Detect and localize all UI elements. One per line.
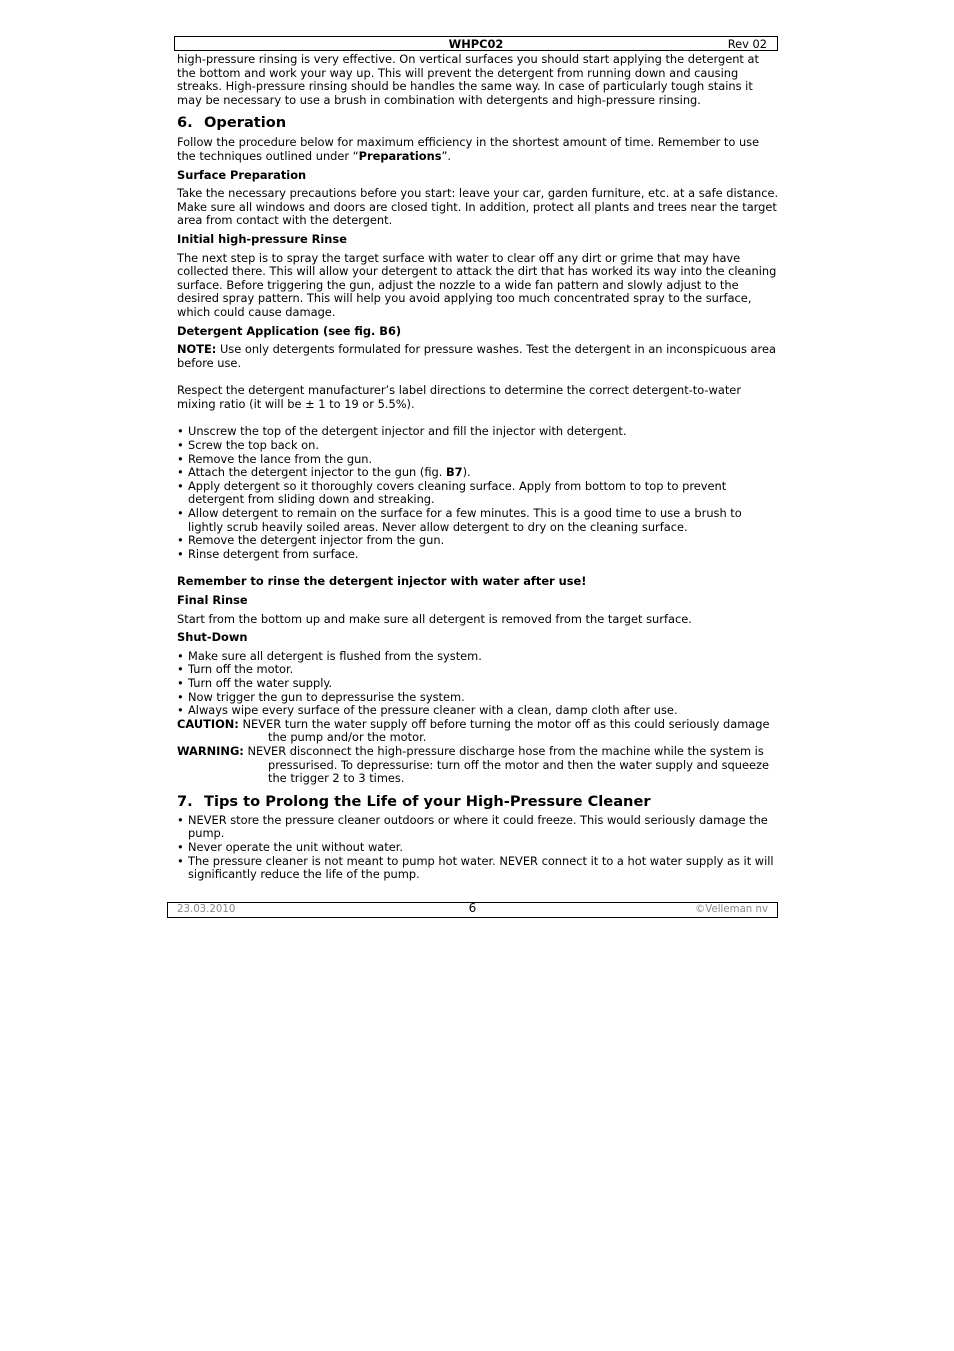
list-item: • Always wipe every surface of the pressure cleaner with a clean, damp cloth after use. bbox=[177, 704, 779, 718]
list-item: • Turn off the water supply. bbox=[177, 677, 779, 691]
section-7-number: 7. bbox=[177, 792, 193, 810]
final-rinse-heading: Final Rinse bbox=[177, 593, 248, 607]
note-label: NOTE: bbox=[177, 342, 217, 357]
list-item: • Rinse detergent from surface. bbox=[177, 548, 779, 562]
warning-label: WARNING: bbox=[177, 743, 244, 758]
detergent-steps-list bbox=[177, 425, 779, 561]
section-6-intro bbox=[177, 136, 779, 163]
section-6-intro-text: Follow the procedure below for maximum efficiency in the shortest amount of time. Remember to use the techniques outlined under “ bbox=[177, 135, 760, 163]
list-item: • Screw the top back on. bbox=[177, 439, 779, 453]
list-item: • Turn off the motor. bbox=[177, 663, 779, 677]
section-7-heading bbox=[177, 793, 779, 811]
tips-list bbox=[177, 814, 779, 882]
list-item: • Remove the lance from the gun. bbox=[177, 453, 779, 467]
list-item: • Allow detergent to remain on the surface for a few minutes. This is a good time to use a brush to lightly scrub heavily soiled areas. Never allow detergent to dry on the cleaning surface. bbox=[177, 507, 779, 534]
note-text: Use only detergents formulated for pressure washes. Test the detergent in an inconspicuous area before use. bbox=[177, 342, 776, 370]
section-6-heading bbox=[177, 114, 779, 132]
rinse-reminder: Remember to rinse the detergent injector with water after use! bbox=[177, 574, 587, 589]
revision-label: Rev 02 bbox=[727, 37, 767, 51]
warning-text-continued: pressurised. To depressurise: turn off the motor and then the water supply and squeeze the trigger 2 to 3 times. bbox=[268, 757, 769, 786]
page-header bbox=[174, 36, 778, 51]
section-7-title: Tips to Prolong the Life of your High-Pressure Cleaner bbox=[204, 792, 651, 810]
page-footer bbox=[167, 902, 778, 918]
warning-text: NEVER disconnect the high-pressure discharge hose from the machine while the system is bbox=[247, 743, 764, 758]
section-6-title: Operation bbox=[204, 114, 287, 132]
footer-date: 23.03.2010 bbox=[177, 904, 236, 915]
document-body bbox=[177, 53, 779, 882]
section-6-intro-end: ”. bbox=[441, 148, 452, 163]
detergent-ratio-text: Respect the detergent manufacturer’s label directions to determine the correct detergent-to-water mixing ratio (it will be ± 1 to 19 or 5.5%). bbox=[177, 383, 741, 411]
surface-preparation-heading: Surface Preparation bbox=[177, 167, 307, 182]
caution-label: CAUTION: bbox=[177, 716, 239, 731]
list-item: • Make sure all detergent is flushed from the system. bbox=[177, 650, 779, 664]
final-rinse-text: Start from the bottom up and make sure all detergent is removed from the target surface. bbox=[177, 611, 692, 626]
initial-rinse-text: The next step is to spray the target surface with water to clear off any dirt or grime that may have collected there. This will allow your detergent to attack the dirt that has worked its way into the cleaning surface. Before triggering the gun, adjust the nozzle to a wide fan pattern and slowly adjust to the desired spray pattern. This will help you avoid applying too much concentrated spray to the surface, which could cause damage. bbox=[177, 250, 777, 319]
page-number: 6 bbox=[468, 901, 477, 915]
list-item: • NEVER store the pressure cleaner outdoors or where it could freeze. This would seriously damage the pump. bbox=[177, 814, 779, 841]
list-item bbox=[177, 466, 779, 480]
caution-block bbox=[177, 718, 779, 745]
list-item: • Now trigger the gun to depressurise the system. bbox=[177, 691, 779, 705]
list-item: • The pressure cleaner is not meant to pump hot water. NEVER connect it to a hot water supply as it will significantly reduce the life of the pump. bbox=[177, 855, 779, 882]
list-item-text-end: ). bbox=[462, 465, 471, 480]
shutdown-steps-list bbox=[177, 650, 779, 718]
figure-reference: B7 bbox=[445, 465, 463, 480]
detergent-application-heading: Detergent Application (see fig. B6) bbox=[177, 323, 402, 338]
surface-preparation-text: Take the necessary precautions before you start: leave your car, garden furniture, etc. at a safe distance. Make sure all windows and doors are closed tight. In addition, protect all plants and trees near the target area from contact with the detergent. bbox=[177, 186, 779, 228]
caution-text-continued: the pump and/or the motor. bbox=[268, 730, 427, 745]
list-item: • Remove the detergent injector from the gun. bbox=[177, 534, 779, 548]
intro-paragraph: high-pressure rinsing is very effective. On vertical surfaces you should start applying the detergent at the bottom and work your way up. This will prevent the detergent from running down and causing streaks. High-pressure rinsing should be handles the same way. In case of particularly tough stains it may be necessary to use a brush in combination with detergents and high-pressure rinsing. bbox=[177, 52, 759, 107]
section-6-number: 6. bbox=[177, 114, 193, 132]
list-item: • Never operate the unit without water. bbox=[177, 841, 779, 855]
list-item: • Unscrew the top of the detergent injector and fill the injector with detergent. bbox=[177, 425, 779, 439]
caution-text: NEVER turn the water supply off before turning the motor off as this could seriously damage bbox=[242, 716, 770, 731]
preparations-reference: Preparations bbox=[358, 148, 442, 163]
detergent-note bbox=[177, 343, 779, 370]
shutdown-heading: Shut-Down bbox=[177, 630, 248, 645]
warning-block bbox=[177, 745, 779, 786]
footer-copyright: ©Velleman nv bbox=[695, 904, 768, 915]
list-item: • Apply detergent so it thoroughly covers cleaning surface. Apply from bottom to top to prevent detergent from sliding down and streaking. bbox=[177, 480, 779, 507]
model-number: WHPC02 bbox=[448, 37, 504, 51]
initial-rinse-heading: Initial high-pressure Rinse bbox=[177, 231, 347, 246]
list-item-text: Attach the detergent injector to the gun (fig. bbox=[188, 465, 446, 480]
